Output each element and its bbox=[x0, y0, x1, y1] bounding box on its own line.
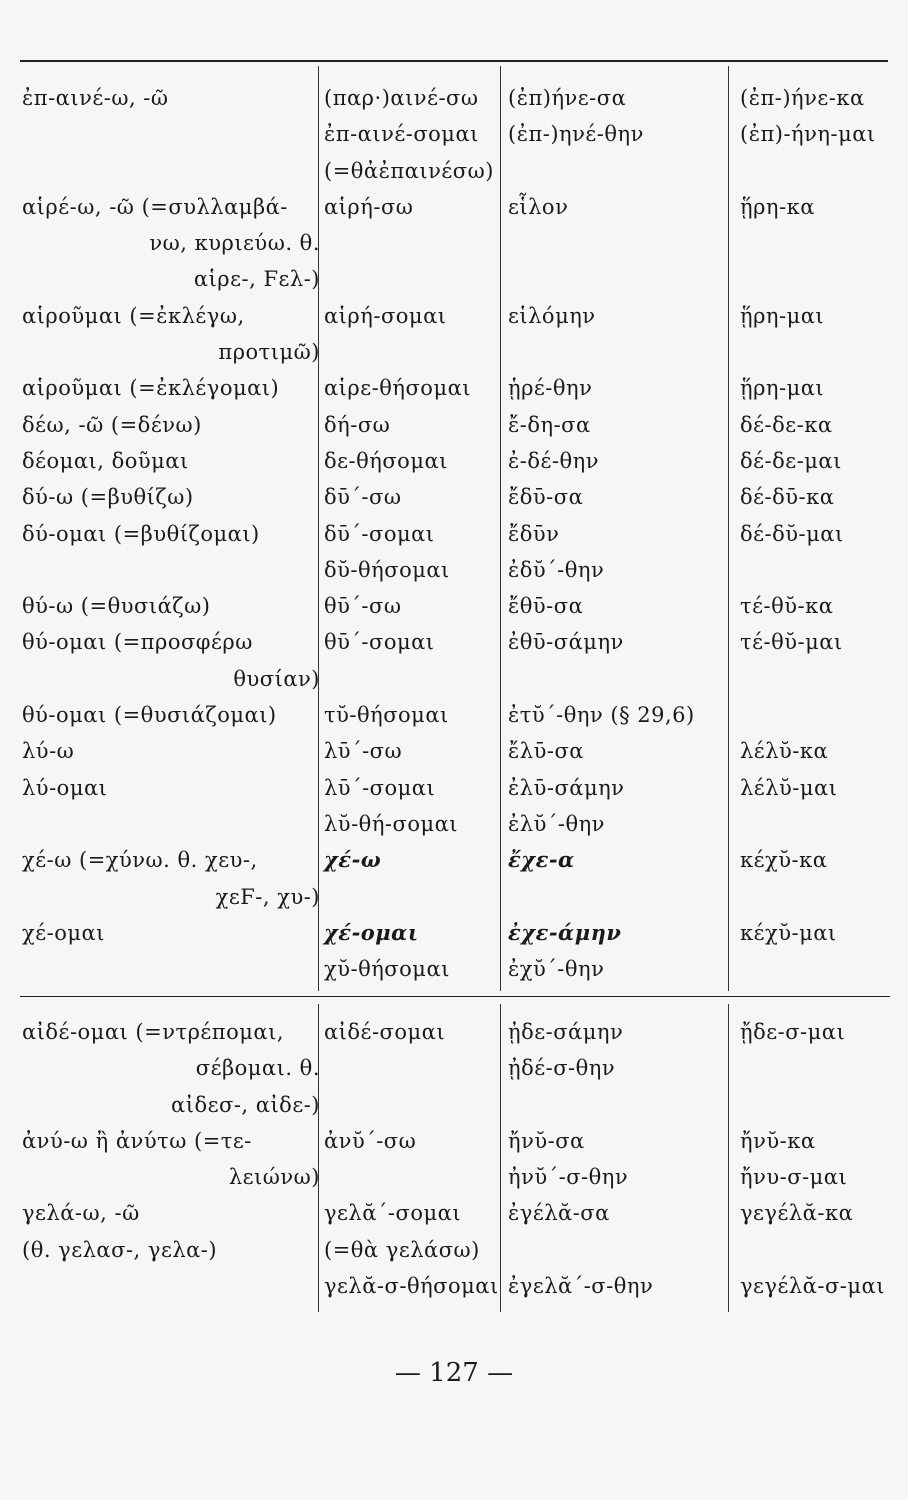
verb-cell: αἱρή-σω bbox=[324, 194, 414, 219]
column-rule-3 bbox=[728, 66, 729, 991]
verb-cell bbox=[736, 879, 900, 915]
verb-cell: δέ-δῠ-μαι bbox=[740, 521, 844, 546]
verb-table-section-1 bbox=[18, 80, 900, 987]
verb-row bbox=[18, 951, 900, 987]
verb-cell: θύ-ομαι (=προσφέρω bbox=[22, 630, 253, 655]
verb-cell: αἰδέ-ομαι (=ντρέπομαι, bbox=[22, 1020, 284, 1044]
verb-cell: ἔδῡ-σα bbox=[508, 485, 584, 510]
verb-cell: ἐ-δέ-θην bbox=[508, 448, 599, 473]
verb-cell: (ἐπ-)ηνέ-θην bbox=[508, 122, 644, 147]
verb-cell: ἐγελᾰ΄-σ-θην bbox=[508, 1274, 654, 1299]
verb-row bbox=[18, 189, 900, 225]
verb-cell bbox=[504, 879, 736, 915]
verb-cell: αἰδεσ-, αἰδε-) bbox=[171, 1092, 320, 1117]
verb-cell: τέ-θῠ-κα bbox=[740, 594, 834, 619]
verb-row bbox=[18, 1087, 900, 1123]
verb-cell: θύ-ω (=θυσιάζω) bbox=[22, 594, 211, 619]
verb-cell bbox=[736, 225, 900, 261]
verb-row bbox=[18, 915, 900, 951]
verb-row bbox=[18, 1268, 900, 1304]
verb-cell bbox=[504, 661, 736, 697]
verb-cell: λέλῠ-μαι bbox=[740, 775, 838, 800]
verb-row bbox=[18, 407, 900, 443]
column-rule-1 bbox=[318, 66, 319, 991]
verb-cell: λύ-ομαι bbox=[22, 775, 108, 800]
verb-cell bbox=[504, 225, 736, 261]
verb-cell bbox=[736, 153, 900, 189]
verb-cell: ἐχῠ΄-θην bbox=[508, 957, 605, 982]
verb-row bbox=[18, 298, 900, 334]
verb-row bbox=[18, 842, 900, 878]
verb-cell: θῡ΄-σω bbox=[324, 594, 402, 619]
verb-cell: δύ-ομαι (=βυθίζομαι) bbox=[22, 521, 260, 546]
verb-cell bbox=[504, 334, 736, 370]
verb-cell: δέ-δῡ-κα bbox=[740, 485, 835, 510]
page-number: — 127 — bbox=[394, 1358, 514, 1388]
verb-row bbox=[18, 588, 900, 624]
verb-cell: ἐτῠ΄-θην (§ 29,6) bbox=[508, 703, 695, 728]
verb-row bbox=[18, 1014, 900, 1050]
verb-cell: νω, κυριεύω. θ. bbox=[149, 231, 320, 256]
verb-cell: δή-σω bbox=[324, 412, 391, 437]
column-rule-5 bbox=[500, 1004, 501, 1312]
verb-cell: ᾕρη-μαι bbox=[740, 376, 825, 401]
verb-cell: ἤνῠ-κα bbox=[740, 1128, 816, 1153]
verb-cell: ἔ-δη-σα bbox=[508, 412, 591, 437]
verb-cell: ἔλῡ-σα bbox=[508, 739, 584, 764]
verb-row bbox=[18, 479, 900, 515]
verb-row bbox=[18, 334, 900, 370]
verb-row bbox=[18, 80, 900, 116]
verb-cell bbox=[736, 261, 900, 297]
verb-cell: χέ-ομαι bbox=[22, 920, 105, 945]
verb-cell: ἐπ-αινέ-ω, -ῶ bbox=[22, 86, 169, 110]
verb-cell: ἔδῡν bbox=[508, 521, 560, 546]
verb-cell: ἔχε-α bbox=[508, 847, 575, 873]
verb-cell bbox=[504, 1087, 736, 1123]
verb-cell bbox=[736, 951, 900, 987]
verb-cell bbox=[320, 661, 504, 697]
verb-cell: λῠ-θή-σομαι bbox=[324, 811, 459, 836]
verb-cell bbox=[18, 951, 320, 987]
verb-cell: λειώνω) bbox=[228, 1165, 320, 1190]
verb-row bbox=[18, 697, 900, 733]
verb-row bbox=[18, 552, 900, 588]
verb-cell: χέ-ω (=χύνω. θ. χευ-, bbox=[22, 848, 258, 873]
verb-cell: ἐδῠ΄-θην bbox=[508, 557, 605, 582]
verb-cell: λέλῠ-κα bbox=[740, 739, 829, 764]
verb-cell: ᾕρη-μαι bbox=[740, 303, 825, 328]
verb-cell: σέβομαι. θ. bbox=[195, 1056, 320, 1081]
verb-cell: αἱροῦμαι (=ἐκλέγομαι) bbox=[22, 376, 280, 401]
verb-cell: ᾐδέ-σ-θην bbox=[508, 1056, 616, 1081]
verb-cell: ἔθῡ-σα bbox=[508, 594, 584, 619]
verb-row bbox=[18, 624, 900, 660]
verb-cell bbox=[504, 261, 736, 297]
verb-cell: γεγέλᾰ-σ-μαι bbox=[740, 1274, 885, 1299]
verb-cell: τῠ-θήσομαι bbox=[324, 703, 449, 728]
verb-cell: ἐγέλᾰ-σα bbox=[508, 1201, 610, 1226]
column-rule-4 bbox=[318, 1004, 319, 1312]
verb-cell bbox=[18, 806, 320, 842]
verb-cell bbox=[320, 1087, 504, 1123]
verb-row bbox=[18, 661, 900, 697]
verb-row bbox=[18, 806, 900, 842]
verb-row bbox=[18, 1123, 900, 1159]
verb-cell bbox=[18, 552, 320, 588]
verb-cell: δῡ΄-σομαι bbox=[324, 521, 435, 546]
verb-cell: χέ-ομαι bbox=[324, 919, 419, 945]
verb-cell: ἠνῠ΄-σ-θην bbox=[508, 1165, 629, 1190]
verb-cell bbox=[736, 661, 900, 697]
verb-cell: εἷλον bbox=[508, 194, 569, 219]
verb-cell: αἱροῦμαι (=ἐκλέγω, bbox=[22, 303, 245, 328]
verb-row bbox=[18, 153, 900, 189]
verb-cell bbox=[736, 806, 900, 842]
section-divider bbox=[20, 996, 890, 997]
verb-cell: χῠ-θήσομαι bbox=[324, 957, 450, 982]
verb-cell bbox=[18, 116, 320, 152]
verb-cell: ᾔδε-σ-μαι bbox=[740, 1020, 846, 1044]
verb-cell: (ἐπ)ήνε-σα bbox=[508, 86, 627, 110]
verb-cell: ᾕρη-κα bbox=[740, 194, 815, 219]
verb-cell: ἤνῠ-σα bbox=[508, 1128, 585, 1153]
verb-cell bbox=[736, 334, 900, 370]
verb-row bbox=[18, 1050, 900, 1086]
verb-cell: (=θἀἐπαινέσω) bbox=[324, 158, 494, 183]
verb-cell: δέ-δε-μαι bbox=[740, 448, 842, 473]
verb-cell bbox=[320, 225, 504, 261]
top-rule bbox=[20, 60, 888, 62]
verb-cell: γελᾰ-σ-θήσομαι bbox=[324, 1274, 499, 1299]
verb-cell: δῡ΄-σω bbox=[324, 485, 402, 510]
verb-cell: δῠ-θήσομαι bbox=[324, 557, 450, 582]
verb-cell: (ἐπ-)ήνε-κα bbox=[740, 86, 865, 110]
verb-cell: (θ. γελασ-, γελα-) bbox=[22, 1237, 218, 1262]
verb-cell: γελά-ω, -ῶ bbox=[22, 1201, 140, 1226]
verb-row bbox=[18, 516, 900, 552]
verb-cell bbox=[18, 1268, 320, 1304]
verb-cell bbox=[320, 261, 504, 297]
verb-cell: κέχῠ-μαι bbox=[740, 920, 837, 945]
verb-cell: ἀνύ-ω ἢ ἀνύτω (=τε- bbox=[22, 1128, 252, 1153]
verb-cell: δέω, -ῶ (=δένω) bbox=[22, 412, 202, 437]
verb-cell: ᾐδε-σάμην bbox=[508, 1020, 624, 1044]
verb-cell: (παρ·)αινέ-σω bbox=[324, 86, 479, 110]
verb-cell: εἱλόμην bbox=[508, 303, 596, 328]
verb-cell: ἐπ-αινέ-σομαι bbox=[324, 122, 479, 147]
verb-cell: λύ-ω bbox=[22, 739, 75, 764]
verb-cell bbox=[736, 1050, 900, 1086]
verb-cell bbox=[736, 1232, 900, 1268]
verb-row bbox=[18, 225, 900, 261]
column-rule-2 bbox=[500, 66, 501, 991]
column-rule-6 bbox=[728, 1004, 729, 1312]
verb-cell: αἱρέ-ω, -ῶ (=συλλαμβά- bbox=[22, 194, 288, 219]
verb-cell: λῡ΄-σω bbox=[324, 739, 403, 764]
verb-cell bbox=[736, 1087, 900, 1123]
verb-cell bbox=[320, 879, 504, 915]
verb-row bbox=[18, 261, 900, 297]
verb-cell: γεγέλᾰ-κα bbox=[740, 1201, 854, 1226]
verb-cell: ἐλῠ΄-θην bbox=[508, 811, 605, 836]
verb-cell: δέ-δε-κα bbox=[740, 412, 833, 437]
verb-cell: κέχῠ-κα bbox=[740, 848, 828, 873]
verb-cell: χεϜ-, χυ-) bbox=[215, 884, 320, 909]
verb-cell: ἐλῡ-σάμην bbox=[508, 775, 625, 800]
verb-cell: αἱρε-θήσομαι bbox=[324, 376, 472, 401]
verb-cell: θυσίαν) bbox=[233, 666, 320, 691]
verb-cell: ἐχε-άμην bbox=[508, 919, 622, 945]
verb-cell: δέομαι, δοῦμαι bbox=[22, 448, 189, 473]
verb-cell: θύ-ομαι (=θυσιάζομαι) bbox=[22, 703, 277, 728]
verb-cell: (=θὰ γελάσω) bbox=[324, 1237, 480, 1262]
verb-cell: θῡ΄-σομαι bbox=[324, 630, 435, 655]
verb-row bbox=[18, 879, 900, 915]
verb-cell: αἱρή-σομαι bbox=[324, 303, 447, 328]
verb-cell: τέ-θῠ-μαι bbox=[740, 630, 843, 655]
verb-row bbox=[18, 1195, 900, 1231]
verb-cell: ᾑρέ-θην bbox=[508, 376, 593, 401]
verb-row bbox=[18, 770, 900, 806]
verb-cell bbox=[736, 697, 900, 733]
verb-cell bbox=[320, 334, 504, 370]
verb-cell: γελᾰ΄-σομαι bbox=[324, 1201, 462, 1226]
verb-row bbox=[18, 443, 900, 479]
verb-cell: χέ-ω bbox=[324, 847, 382, 873]
verb-cell: ἐθῡ-σάμην bbox=[508, 630, 624, 655]
verb-cell: αἱρε-, Ϝελ-) bbox=[193, 267, 320, 292]
verb-row bbox=[18, 116, 900, 152]
verb-table-section-2 bbox=[18, 1014, 900, 1304]
verb-cell bbox=[736, 552, 900, 588]
verb-cell bbox=[320, 1050, 504, 1086]
verb-cell: αἰδέ-σομαι bbox=[324, 1020, 446, 1044]
verb-cell bbox=[320, 1159, 504, 1195]
verb-row bbox=[18, 370, 900, 406]
verb-cell: προτιμῶ) bbox=[218, 340, 320, 365]
verb-cell: δε-θήσομαι bbox=[324, 448, 448, 473]
verb-cell: λῡ΄-σομαι bbox=[324, 775, 436, 800]
verb-cell bbox=[504, 1232, 736, 1268]
verb-row bbox=[18, 733, 900, 769]
verb-cell bbox=[18, 153, 320, 189]
verb-cell: (ἐπ)-ήνη-μαι bbox=[740, 122, 876, 147]
verb-cell: ἤνυ-σ-μαι bbox=[740, 1165, 848, 1190]
verb-cell: ἀνῠ΄-σω bbox=[324, 1128, 417, 1153]
verb-cell bbox=[504, 153, 736, 189]
verb-row bbox=[18, 1159, 900, 1195]
verb-cell: δύ-ω (=βυθίζω) bbox=[22, 485, 194, 510]
verb-row bbox=[18, 1232, 900, 1268]
